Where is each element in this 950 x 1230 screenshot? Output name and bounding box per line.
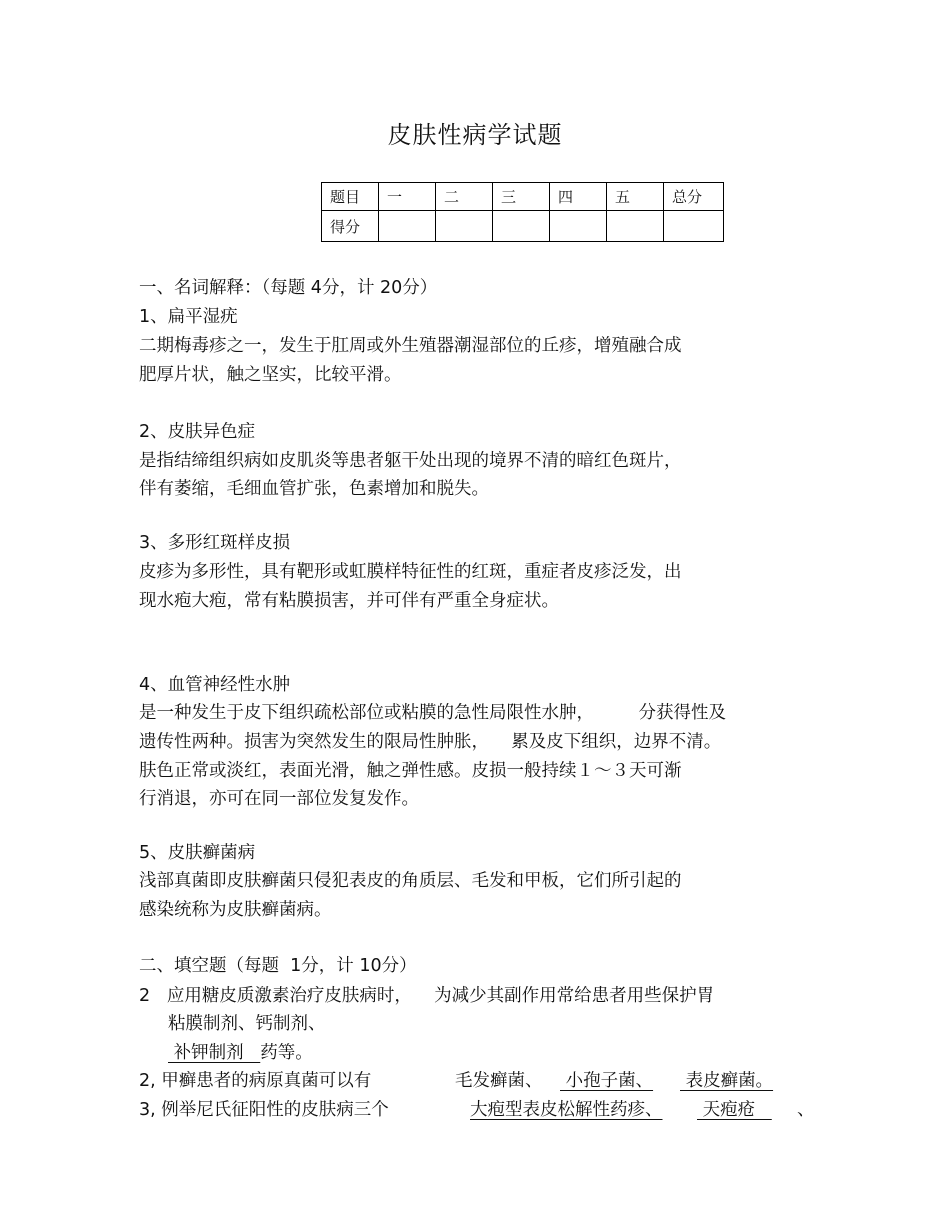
definition-line: 二期梅毒疹之一，发生于肛周或外生殖器潮湿部位的丘疹，增殖融合成: [139, 336, 682, 356]
score-cell: [436, 211, 493, 242]
definition-line: 肥厚片状，触之坚实，比较平滑。: [139, 365, 402, 385]
term-heading: 3、多形红斑样皮损: [139, 533, 291, 553]
score-cell: [493, 211, 550, 242]
definition-line: 是一种发生于皮下组织疏松部位或粘膜的急性局限性水肿， 分获得性及: [139, 703, 726, 723]
score-table-header: 三: [493, 183, 550, 211]
score-table-score-row: [322, 211, 724, 242]
definition-line: 遗传性两种。损害为突然发生的限局性肿胀， 累及皮下组织，边界不清。: [139, 732, 722, 752]
definition-line: 行消退，亦可在同一部位发复发作。: [139, 789, 419, 809]
definition-line: 皮疹为多形性，具有靶形或虹膜样特征性的红斑，重症者皮疹泛发，出: [139, 562, 682, 582]
score-table-header: 题目: [322, 183, 379, 211]
answer-blank: 表皮癣菌。: [680, 1071, 774, 1091]
term-heading: 4、血管神经性水肿: [139, 675, 291, 695]
question-line: 2 应用糖皮质激素治疗皮肤病时， 为减少其副作用常给患者用些保护胃: [139, 986, 715, 1006]
score-table-header: 四: [550, 183, 607, 211]
definition-line: 肤色正常或淡红，表面光滑，触之弹性感。皮损一般持续１～３天可渐: [139, 761, 682, 781]
score-cell: [379, 211, 436, 242]
question-tail: 、: [797, 1100, 815, 1120]
question-line: 粘膜制剂、钙制剂、: [168, 1014, 326, 1034]
score-cell: [664, 211, 724, 242]
score-cell: [607, 211, 664, 242]
score-table: [321, 182, 724, 242]
answer-blank: 小孢子菌、: [560, 1071, 654, 1091]
term-heading: 5、皮肤癣菌病: [139, 843, 256, 863]
answer-blank: 大疱型表皮松解性药疹、: [470, 1100, 663, 1120]
question-suffix: 药等。: [260, 1043, 313, 1063]
definition-line: 感染统称为皮肤癣菌病。: [139, 900, 332, 920]
score-table-header-row: [322, 183, 724, 211]
section2-heading: 二、填空题（每题 1分，计 10分）: [139, 956, 417, 976]
score-table-header: 一: [379, 183, 436, 211]
score-table-header: 五: [607, 183, 664, 211]
term-heading: 1、扁平湿疣: [139, 307, 238, 327]
definition-line: 是指结缔组织病如皮肌炎等患者躯干处出现的境界不清的暗红色斑片，: [139, 451, 682, 471]
definition-line: 浅部真菌即皮肤癣菌只侵犯表皮的角质层、毛发和甲板，它们所引起的: [139, 871, 682, 891]
question-line: 2, 甲癣患者的病原真菌可以有: [139, 1071, 372, 1091]
answer-blank: 补钾制剂: [168, 1043, 261, 1063]
answer-blank: 毛发癣菌、: [455, 1071, 543, 1091]
answer-blank: 天疱疮: [697, 1100, 772, 1120]
score-cell: [550, 211, 607, 242]
score-row-label: 得分: [322, 211, 379, 242]
question-line: 3, 例举尼氏征阳性的皮肤病三个: [139, 1100, 389, 1120]
definition-line: 现水疱大疱，常有粘膜损害，并可伴有严重全身症状。: [139, 591, 559, 611]
page-title: 皮肤性病学试题: [387, 121, 563, 149]
score-table-header: 二: [436, 183, 493, 211]
score-table-header: 总分: [664, 183, 724, 211]
definition-line: 伴有萎缩，毛细血管扩张，色素增加和脱失。: [139, 479, 489, 499]
term-heading: 2、皮肤异色症: [139, 422, 256, 442]
section1-heading: 一、名词解释：（每题 4分，计 20分）: [139, 278, 438, 298]
question-line: [168, 1042, 313, 1064]
